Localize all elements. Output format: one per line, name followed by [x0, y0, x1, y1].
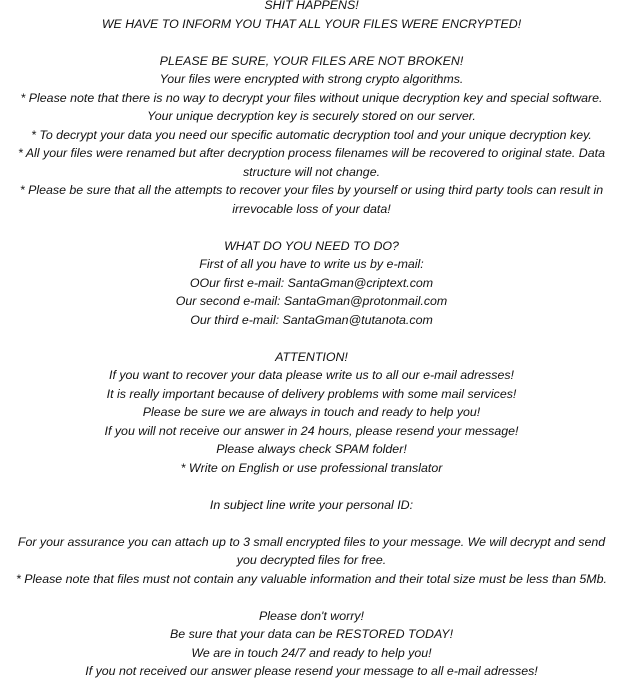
text-line: Be sure that your data can be RESTORED TODAY! — [169, 627, 454, 641]
header-line: WE HAVE TO INFORM YOU THAT ALL YOUR FILES WERE ENCRYPTED! — [101, 16, 522, 31]
subject-section — [0, 496, 623, 515]
text-line: If you not received our answer please resend your message to all e-mail adresses! — [85, 664, 538, 678]
email-line: Our third e-mail: SantaGman@tutanota.com — [190, 312, 433, 327]
text-line: * Write on English or use professional translator — [180, 460, 443, 475]
text-line: Your files were encrypted with strong crypto algorithms. — [159, 72, 464, 86]
text-line: Please always check SPAM folder! — [216, 442, 407, 456]
text-line: Please don't worry! — [259, 608, 364, 623]
text-line: * To decrypt your data you need our specific automatic decryption tool and your unique decryption key. — [31, 127, 592, 142]
email-line: Our second e-mail: SantaGman@protonmail.com — [175, 294, 448, 308]
text-line: * Please be sure that all the attempts to recover your files by yourself or using third party tools can result in irrevocable loss of your data! — [19, 183, 604, 216]
assurance-section — [0, 533, 623, 589]
attention-section — [0, 348, 623, 478]
text-line: If you will not receive our answer in 24 hours, please resend your message! — [104, 423, 519, 438]
text-line: * All your files were renamed but after decryption process filenames will be recovered to original state. Data structure will not change. — [17, 146, 605, 179]
email-line: OOur first e-mail: SantaGman@criptext.com — [189, 275, 434, 290]
text-line: * Please note that there is no way to decrypt your files without unique decryption key and special software. Your unique decryption key is securely stored on our server. — [20, 90, 603, 123]
text-line: First of all you have to write us by e-mail: — [199, 257, 424, 271]
section-title: ATTENTION! — [275, 349, 348, 364]
header-section — [0, 0, 623, 33]
header-line: SHIT HAPPENS! — [264, 0, 359, 12]
text-line: In subject line write your personal ID: — [209, 497, 414, 512]
intro-section — [0, 52, 623, 219]
text-line: We are in touch 24/7 and ready to help you! — [191, 645, 432, 660]
text-line: For your assurance you can attach up to 3 small encrypted files to your message. We will decrypt and send you decrypted files for free. — [17, 534, 606, 567]
text-line: * Please note that files must not contain any valuable information and their total size must be less than 5Mb. — [16, 571, 607, 586]
closing-section — [0, 607, 623, 681]
todo-section — [0, 237, 623, 330]
text-line: If you want to recover your data please write us to all our e-mail adresses! — [109, 368, 514, 382]
section-title: PLEASE BE SURE, YOUR FILES ARE NOT BROKEN! — [159, 53, 464, 68]
text-line: Please be sure we are always in touch and ready to help you! — [142, 405, 481, 419]
text-line: It is really important because of delivery problems with some mail services! — [106, 386, 517, 401]
section-title: WHAT DO YOU NEED TO DO? — [224, 238, 399, 253]
